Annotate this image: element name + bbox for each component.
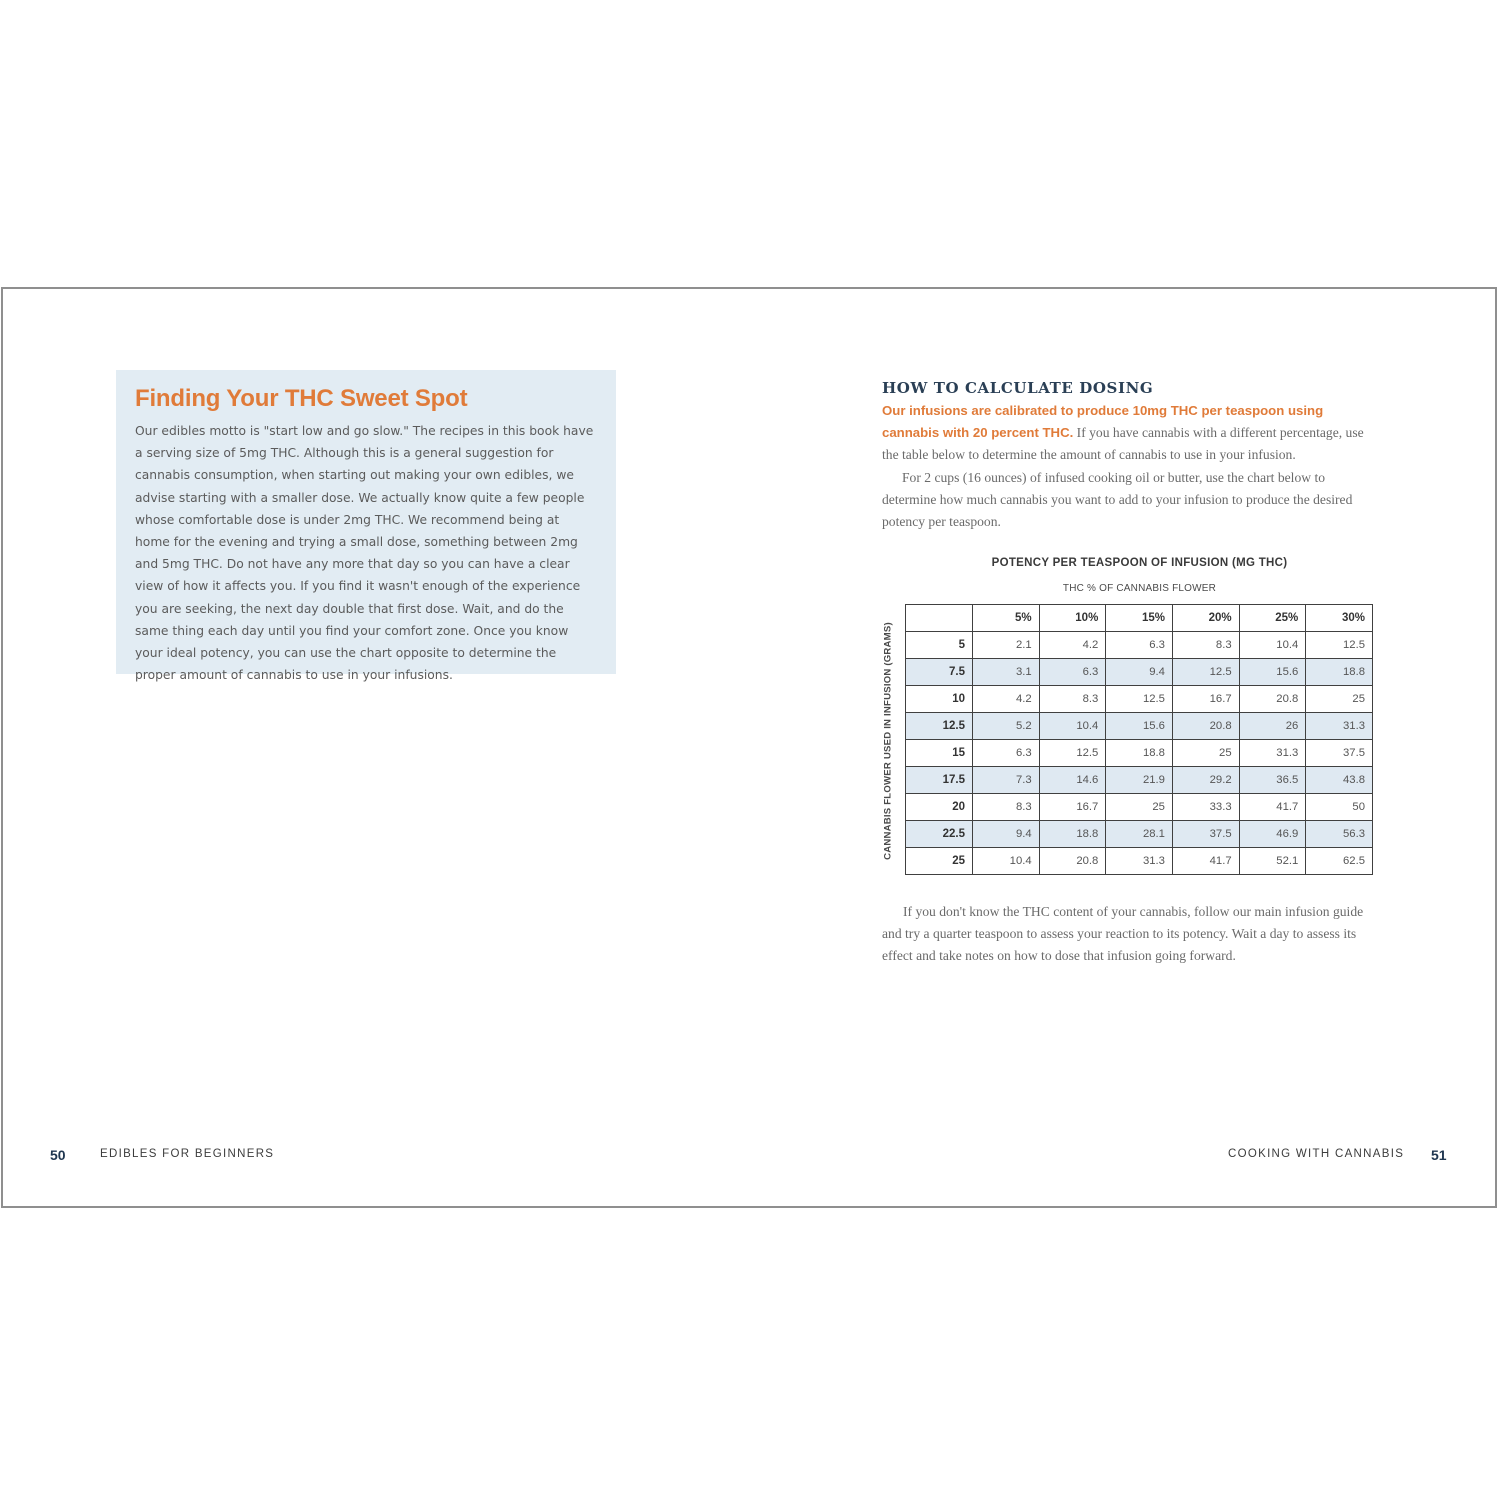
row-header-grams: 15 [906,740,973,767]
table-cell: 2.1 [973,632,1040,659]
row-header-grams: 25 [906,848,973,875]
table-row [906,632,1373,659]
dosing-heading: HOW TO CALCULATE DOSING [882,379,1154,397]
table-cell: 8.3 [1172,632,1239,659]
table-cell: 50 [1306,794,1373,821]
closing-paragraph: If you don't know the THC content of your cannabis, follow our main infusion guide and try a quarter teaspoon to assess your reaction to its potency. Wait a day to assess its effect and take notes on how to dose that infusion going forward. [882,904,1364,964]
table-cell: 12.5 [1306,632,1373,659]
table-cell: 43.8 [1306,767,1373,794]
table-cell: 18.8 [1039,821,1106,848]
table-column-header: 30% [1306,605,1373,632]
table-cell: 29.2 [1172,767,1239,794]
table-cell: 6.3 [1039,659,1106,686]
table-cell: 20.8 [1039,848,1106,875]
dosing-paragraph: For 2 cups (16 ounces) of infused cooking oil or butter, use the chart below to determine how much cannabis you want to add to your infusion to produce the desired potency per teaspoon. [882,469,1353,530]
table-cell: 15.6 [1106,713,1173,740]
table-cell: 10.4 [973,848,1040,875]
table-row [906,848,1373,875]
table-column-header: 15% [1106,605,1173,632]
table-cell: 31.3 [1106,848,1173,875]
table-cell: 5.2 [973,713,1040,740]
dosing-intro [882,400,1377,467]
table-cell: 37.5 [1306,740,1373,767]
potency-table [905,604,1373,875]
table-cell: 33.3 [1172,794,1239,821]
sidebar-title: Finding Your THC Sweet Spot [135,385,468,412]
table-cell: 10.4 [1239,632,1306,659]
table-cell: 9.4 [973,821,1040,848]
table-cell: 21.9 [1106,767,1173,794]
table-cell: 41.7 [1239,794,1306,821]
row-header-grams: 22.5 [906,821,973,848]
table-corner-cell [906,605,973,632]
table-cell: 62.5 [1306,848,1373,875]
table-cell: 31.3 [1306,713,1373,740]
dosing-lead-rest: If you have cannabis with a different percentage, use the table below to determine the amount of cannabis to use in your infusion. [882,425,1364,463]
table-row [906,659,1373,686]
dosing-section [882,376,1377,533]
sidebar-body: Our edibles motto is "start low and go slow." The recipes in this book have a serving size of 5mg THC. Although this is a general suggestion for cannabis consumption, when starting out making your own edibles, we advise starting with a smaller dose. We actually know quite a few people whose comfortable dose is under 2mg THC. We recommend being at home for the evening and trying a small dose, something between 2mg and 5mg THC. Do not have any more that day so you can have a clear view of how it affects you. If you find it wasn't enough of the experience you are seeking, the next day double that first dose. Wait, and do the same thing each day until you find your comfort zone. Once you know your ideal potency, you can use the chart opposite to determine the proper amount of cannabis to use in your infusions. [135,424,594,683]
page-number-right: 51 [1431,1147,1447,1163]
table-cell: 9.4 [1106,659,1173,686]
table-cell: 16.7 [1039,794,1106,821]
running-head-right: COOKING WITH CANNABIS [1228,1148,1405,1160]
table-cell: 6.3 [1106,632,1173,659]
table-cell: 18.8 [1306,659,1373,686]
table-cell: 25 [1106,794,1173,821]
table-cell: 52.1 [1239,848,1306,875]
row-header-grams: 12.5 [906,713,973,740]
row-header-grams: 17.5 [906,767,973,794]
table-cell: 12.5 [1106,686,1173,713]
table-cell: 46.9 [1239,821,1306,848]
table-column-header: 5% [973,605,1040,632]
table-cell: 31.3 [1239,740,1306,767]
table-cell: 8.3 [1039,686,1106,713]
table-column-group-label: THC % OF CANNABIS FLOWER [1062,583,1217,594]
table-header-row [906,605,1373,632]
table-column-header: 25% [1239,605,1306,632]
row-header-grams: 20 [906,794,973,821]
table-column-header: 10% [1039,605,1106,632]
table-cell: 4.2 [1039,632,1106,659]
row-header-grams: 7.5 [906,659,973,686]
table-cell: 20.8 [1239,686,1306,713]
table-title: POTENCY PER TEASPOON OF INFUSION (MG THC) [991,557,1288,569]
table-row [906,767,1373,794]
table-cell: 25 [1306,686,1373,713]
table-cell: 3.1 [973,659,1040,686]
page-number-left: 50 [50,1147,66,1163]
row-header-grams: 5 [906,632,973,659]
table-row [906,686,1373,713]
table-cell: 41.7 [1172,848,1239,875]
table-cell: 12.5 [1172,659,1239,686]
table-cell: 56.3 [1306,821,1373,848]
table-row [906,740,1373,767]
table-cell: 7.3 [973,767,1040,794]
table-cell: 36.5 [1239,767,1306,794]
table-cell: 37.5 [1172,821,1239,848]
table-cell: 28.1 [1106,821,1173,848]
table-row [906,821,1373,848]
table-cell: 14.6 [1039,767,1106,794]
table-body [906,632,1373,875]
table-row-group-label-text: CANNABIS FLOWER USED IN INFUSION (GRAMS) [882,622,894,860]
running-head-left: EDIBLES FOR BEGINNERS [100,1148,275,1160]
table-cell: 10.4 [1039,713,1106,740]
table-cell: 8.3 [973,794,1040,821]
row-header-grams: 10 [906,686,973,713]
table-cell: 25 [1172,740,1239,767]
table-cell: 12.5 [1039,740,1106,767]
table-cell: 26 [1239,713,1306,740]
table-cell: 4.2 [973,686,1040,713]
table-column-header: 20% [1172,605,1239,632]
dosing-lead-bold: Our infusions are calibrated to produce 10mg THC per teaspoon using cannabis with 20 percent THC. [882,403,1324,441]
table-cell: 6.3 [973,740,1040,767]
sweet-spot-sidebar [116,370,616,683]
table-cell: 18.8 [1106,740,1173,767]
table-cell: 16.7 [1172,686,1239,713]
table-row [906,713,1373,740]
table-cell: 15.6 [1239,659,1306,686]
table-cell: 20.8 [1172,713,1239,740]
table-row [906,794,1373,821]
